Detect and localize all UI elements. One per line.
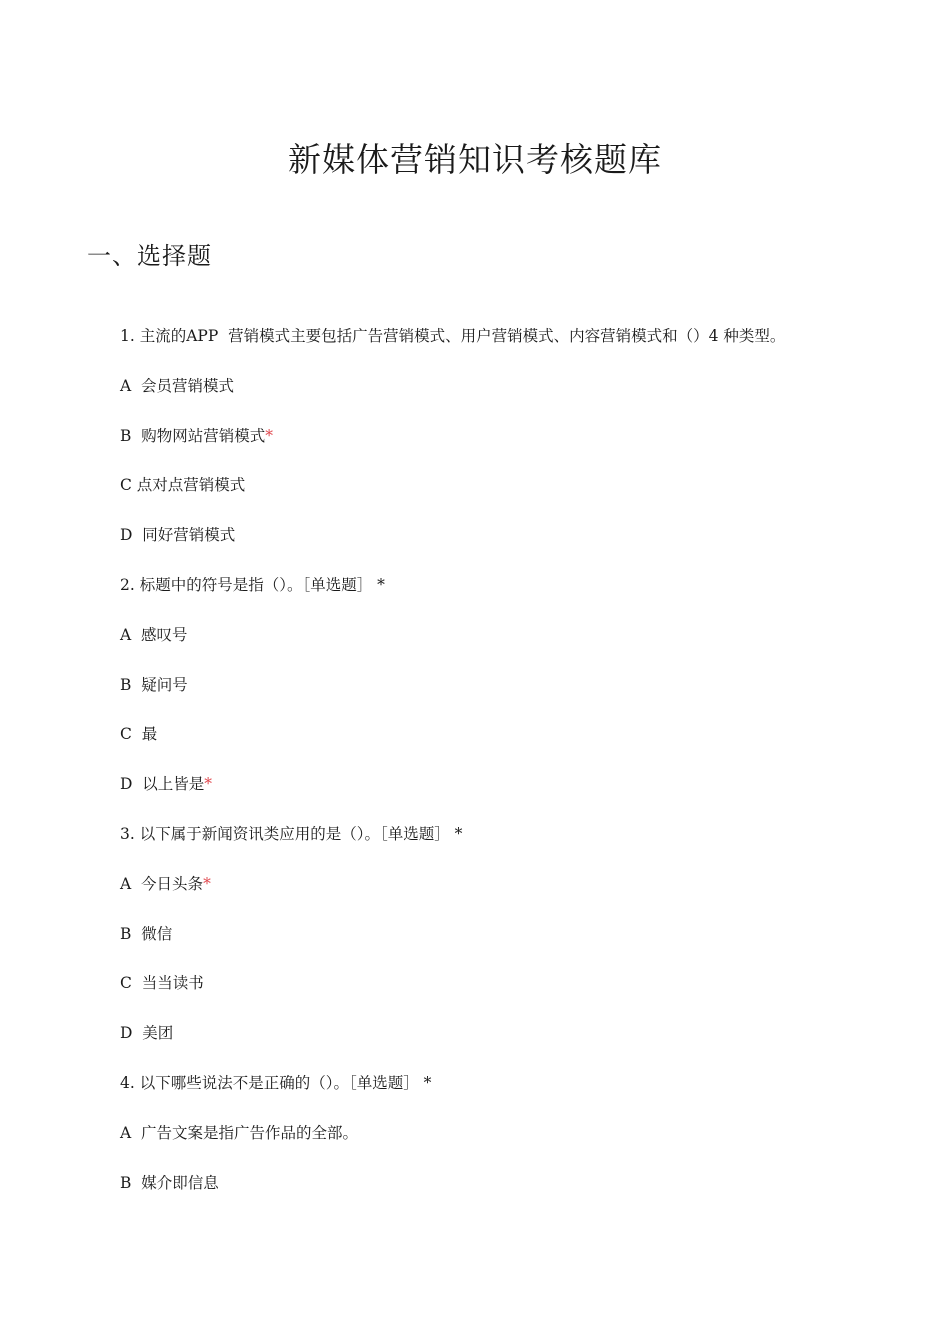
answer-option	[120, 1021, 920, 1071]
question-stem-text: 3. 以下属于新闻资讯类应用的是（）。［单选题］	[120, 824, 450, 843]
answer-option	[120, 1121, 920, 1171]
answer-option	[120, 772, 920, 822]
answer-option	[120, 722, 920, 772]
answer-option	[120, 1171, 920, 1221]
answer-option	[120, 673, 920, 723]
answer-option	[120, 523, 920, 573]
question-stem-text: 1. 主流的APP 营销模式主要包括广告营销模式、用户营销模式、内容营销模式和（）4 种类型。	[120, 327, 786, 345]
option-text: D 美团	[120, 1024, 174, 1043]
option-text: A 会员营销模式	[120, 376, 235, 395]
question-stem	[120, 324, 920, 374]
option-text: B 媒介即信息	[120, 1173, 219, 1192]
option-text: B 微信	[120, 924, 173, 943]
question-stem-text: 4. 以下哪些说法不是正确的（）。［单选题］	[120, 1073, 419, 1092]
question-stem-text: 2. 标题中的符号是指（）。［单选题］	[120, 575, 373, 594]
answer-option	[120, 971, 920, 1021]
question-stem	[120, 1071, 920, 1121]
answer-option	[120, 922, 920, 972]
option-text: C 最	[120, 725, 158, 744]
answer-option	[120, 473, 920, 523]
answer-option	[120, 424, 920, 474]
correct-answer-marker: *	[265, 426, 273, 445]
option-text: B 购物网站营销模式	[120, 426, 266, 445]
question-stem	[120, 822, 920, 872]
section-heading: 一、选择题	[87, 242, 212, 270]
required-marker: *	[449, 824, 463, 843]
option-text: D 同好营销模式	[120, 526, 236, 545]
answer-option	[120, 623, 920, 673]
option-text: A 感叹号	[120, 625, 188, 644]
option-text: D 以上皆是	[120, 775, 205, 794]
option-text: B 疑问号	[120, 675, 188, 694]
question-stem	[120, 573, 920, 623]
option-text: A 广告文案是指广告作品的全部。	[120, 1123, 359, 1142]
answer-option	[120, 872, 920, 922]
answer-option	[120, 374, 920, 424]
correct-answer-marker: *	[203, 874, 211, 893]
document-title: 新媒体营销知识考核题库	[288, 140, 662, 179]
required-marker: *	[418, 1073, 432, 1092]
question-list	[120, 324, 920, 1220]
required-marker: *	[372, 575, 385, 594]
correct-answer-marker: *	[204, 775, 213, 794]
option-text: C 当当读书	[120, 974, 204, 993]
option-text: A 今日头条	[120, 874, 204, 893]
option-text: C 点对点营销模式	[120, 476, 246, 495]
